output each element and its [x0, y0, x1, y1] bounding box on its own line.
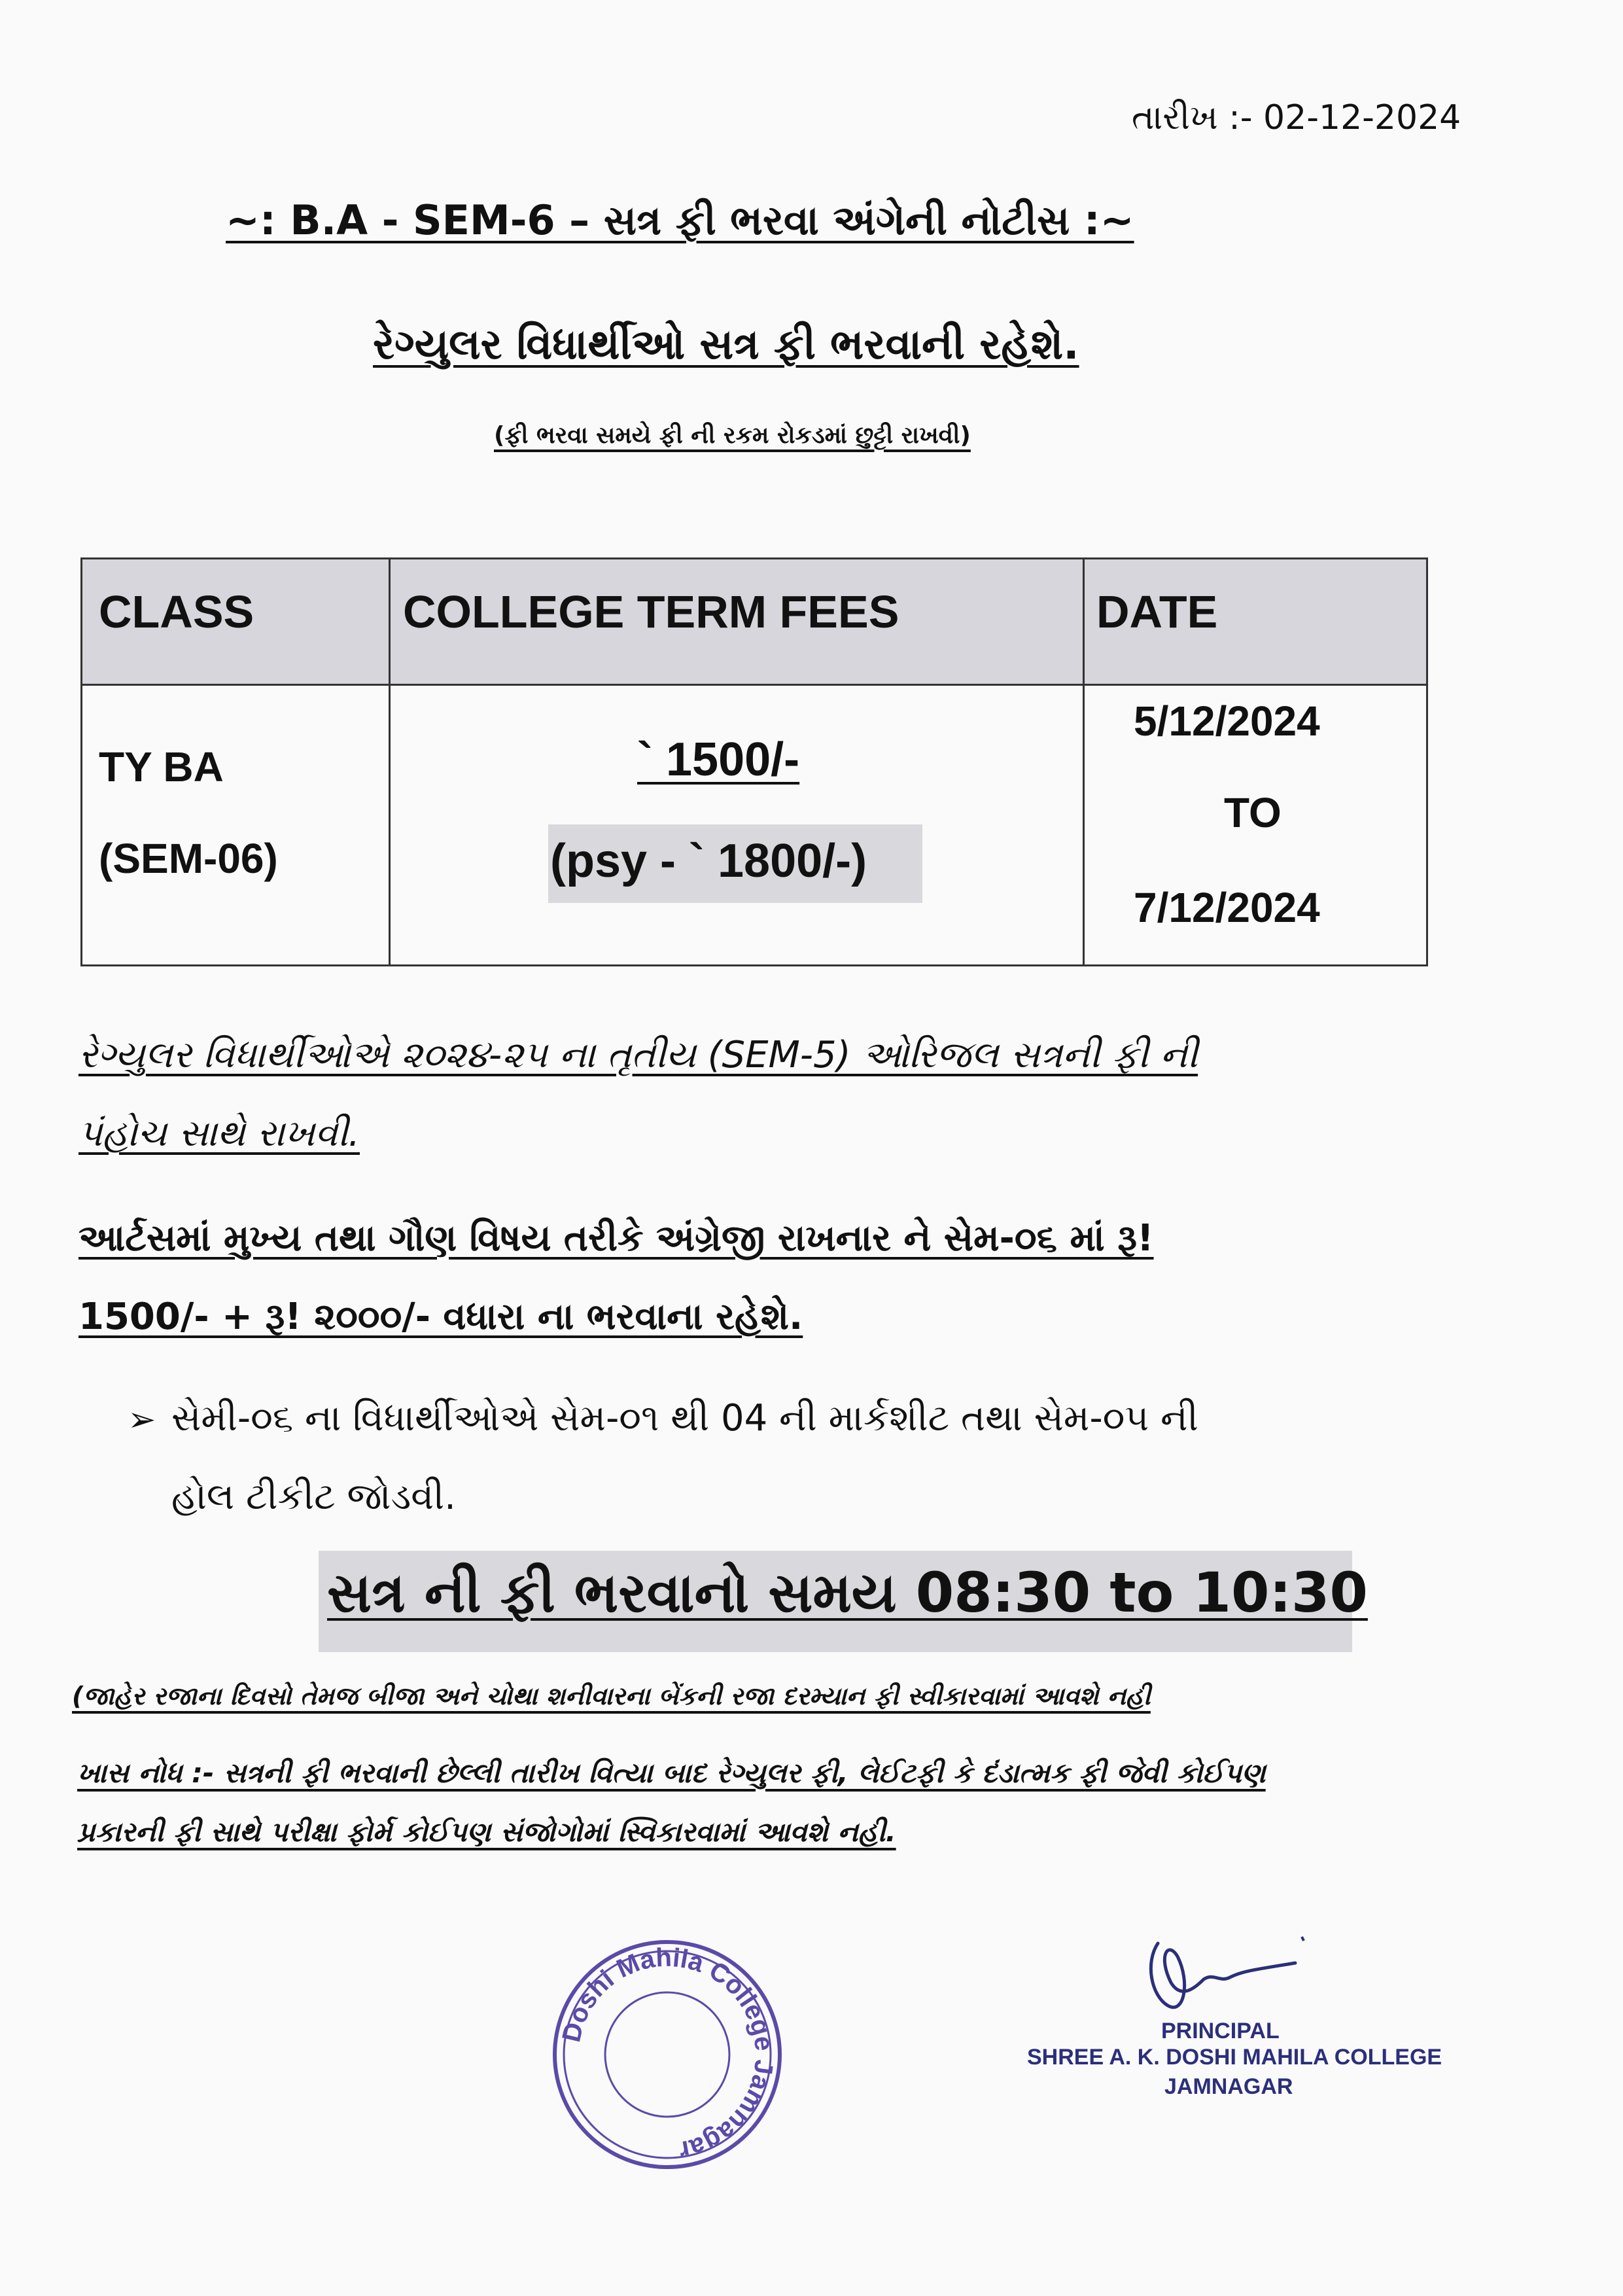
- class-name: TY BA: [99, 743, 224, 790]
- original-receipt-note: રેગ્યુલર વિધાર્થીઓએ ૨૦૨૪-૨૫ ના તૃતીય (SEM-5) ઓરિજલ સત્રની ફી ની: [79, 1034, 1198, 1076]
- date-from: 5/12/2024: [1134, 698, 1320, 745]
- bullet-arrow-icon: ➢: [128, 1400, 156, 1439]
- fee-timing: સત્ર ની ફી ભરવાનો સમય 08:30 to 10:30: [327, 1561, 1368, 1625]
- notice-title: ~: B.A - SEM-6 – સત્ર ફી ભરવા અંગેની નોટીસ :~: [226, 196, 1134, 244]
- notice-date: તારીખ :- 02-12-2024: [1132, 98, 1461, 137]
- seal-text: Doshi Mahila College Jamnagar: [557, 1943, 779, 2165]
- class-semester: (SEM-06): [99, 835, 278, 882]
- notice-subtitle: રેગ્યુલર વિધાર્થીઓ સત્ર ફી ભરવાની રહેશે.: [373, 321, 1079, 369]
- college-city: JAMNAGAR: [1164, 2074, 1293, 2099]
- principal-signature: [1132, 1917, 1328, 2035]
- date-to-word: TO: [1224, 789, 1282, 836]
- principal-title: PRINCIPAL: [1161, 2019, 1280, 2043]
- table-divider: [82, 684, 1426, 686]
- psy-fee-amount: (psy - ` 1800/-): [550, 835, 867, 887]
- marksheet-instruction-cont: હોલ ટીકીટ જોડવી.: [171, 1475, 456, 1518]
- english-extra-fee-note: આર્ટસમાં મુખ્ય તથા ગૌણ વિષય તરીકે અંગ્રેજી રાખનાર ને સેમ-૦૬ માં રૂ!: [79, 1217, 1154, 1260]
- college-seal: [550, 1937, 785, 2172]
- cash-note: (ફી ભરવા સમયે ફી ની રકમ રોકડમાં છુટ્ટી રાખવી): [494, 422, 971, 449]
- table-divider: [389, 559, 391, 964]
- college-name: SHREE A. K. DOSHI MAHILA COLLEGE: [1027, 2045, 1442, 2070]
- marksheet-instruction: સેમી-૦૬ ના વિધાર્થીઓએ સેમ-૦૧ થી 04 ની માર્કશીટ તથા સેમ-૦૫ ની: [171, 1397, 1198, 1439]
- header-class: CLASS: [99, 586, 254, 637]
- english-extra-fee-note-cont: 1500/- + રૂ! ૨૦૦૦/- વધારા ના ભરવાના રહેશે.: [79, 1296, 803, 1338]
- header-fees: COLLEGE TERM FEES: [403, 586, 899, 637]
- date-to: 7/12/2024: [1134, 884, 1320, 931]
- special-note-cont: પ્રકારની ફી સાથે પરીક્ષા ફોર્મ કોઈપણ સંજોગોમાં સ્વિકારવામાં આવશે નહી.: [77, 1816, 896, 1848]
- holiday-note: (જાહેર રજાના દિવસો તેમજ બીજા અને ચોથા શનીવારના બેંકની રજા દરમ્યાન ફી સ્વીકારવામાં આવશે નહી: [72, 1682, 1151, 1710]
- table-divider: [1083, 559, 1085, 964]
- fee-table: [80, 557, 1428, 966]
- fee-amount: ` 1500/-: [637, 733, 800, 786]
- original-receipt-note-cont: પંહોચ સાથે રાખવી.: [79, 1112, 360, 1155]
- special-note: ખાસ નોધ :- સત્રની ફી ભરવાની છેલ્લી તારીખ વિત્યા બાદ રેગ્યુલર ફી, લેઈટફી કે દંડાત્મક ફી જેવી કોઈપણ: [77, 1757, 1266, 1789]
- svg-text:Doshi Mahila College Jamnagar: [557, 1943, 778, 2165]
- header-date: DATE: [1096, 586, 1218, 637]
